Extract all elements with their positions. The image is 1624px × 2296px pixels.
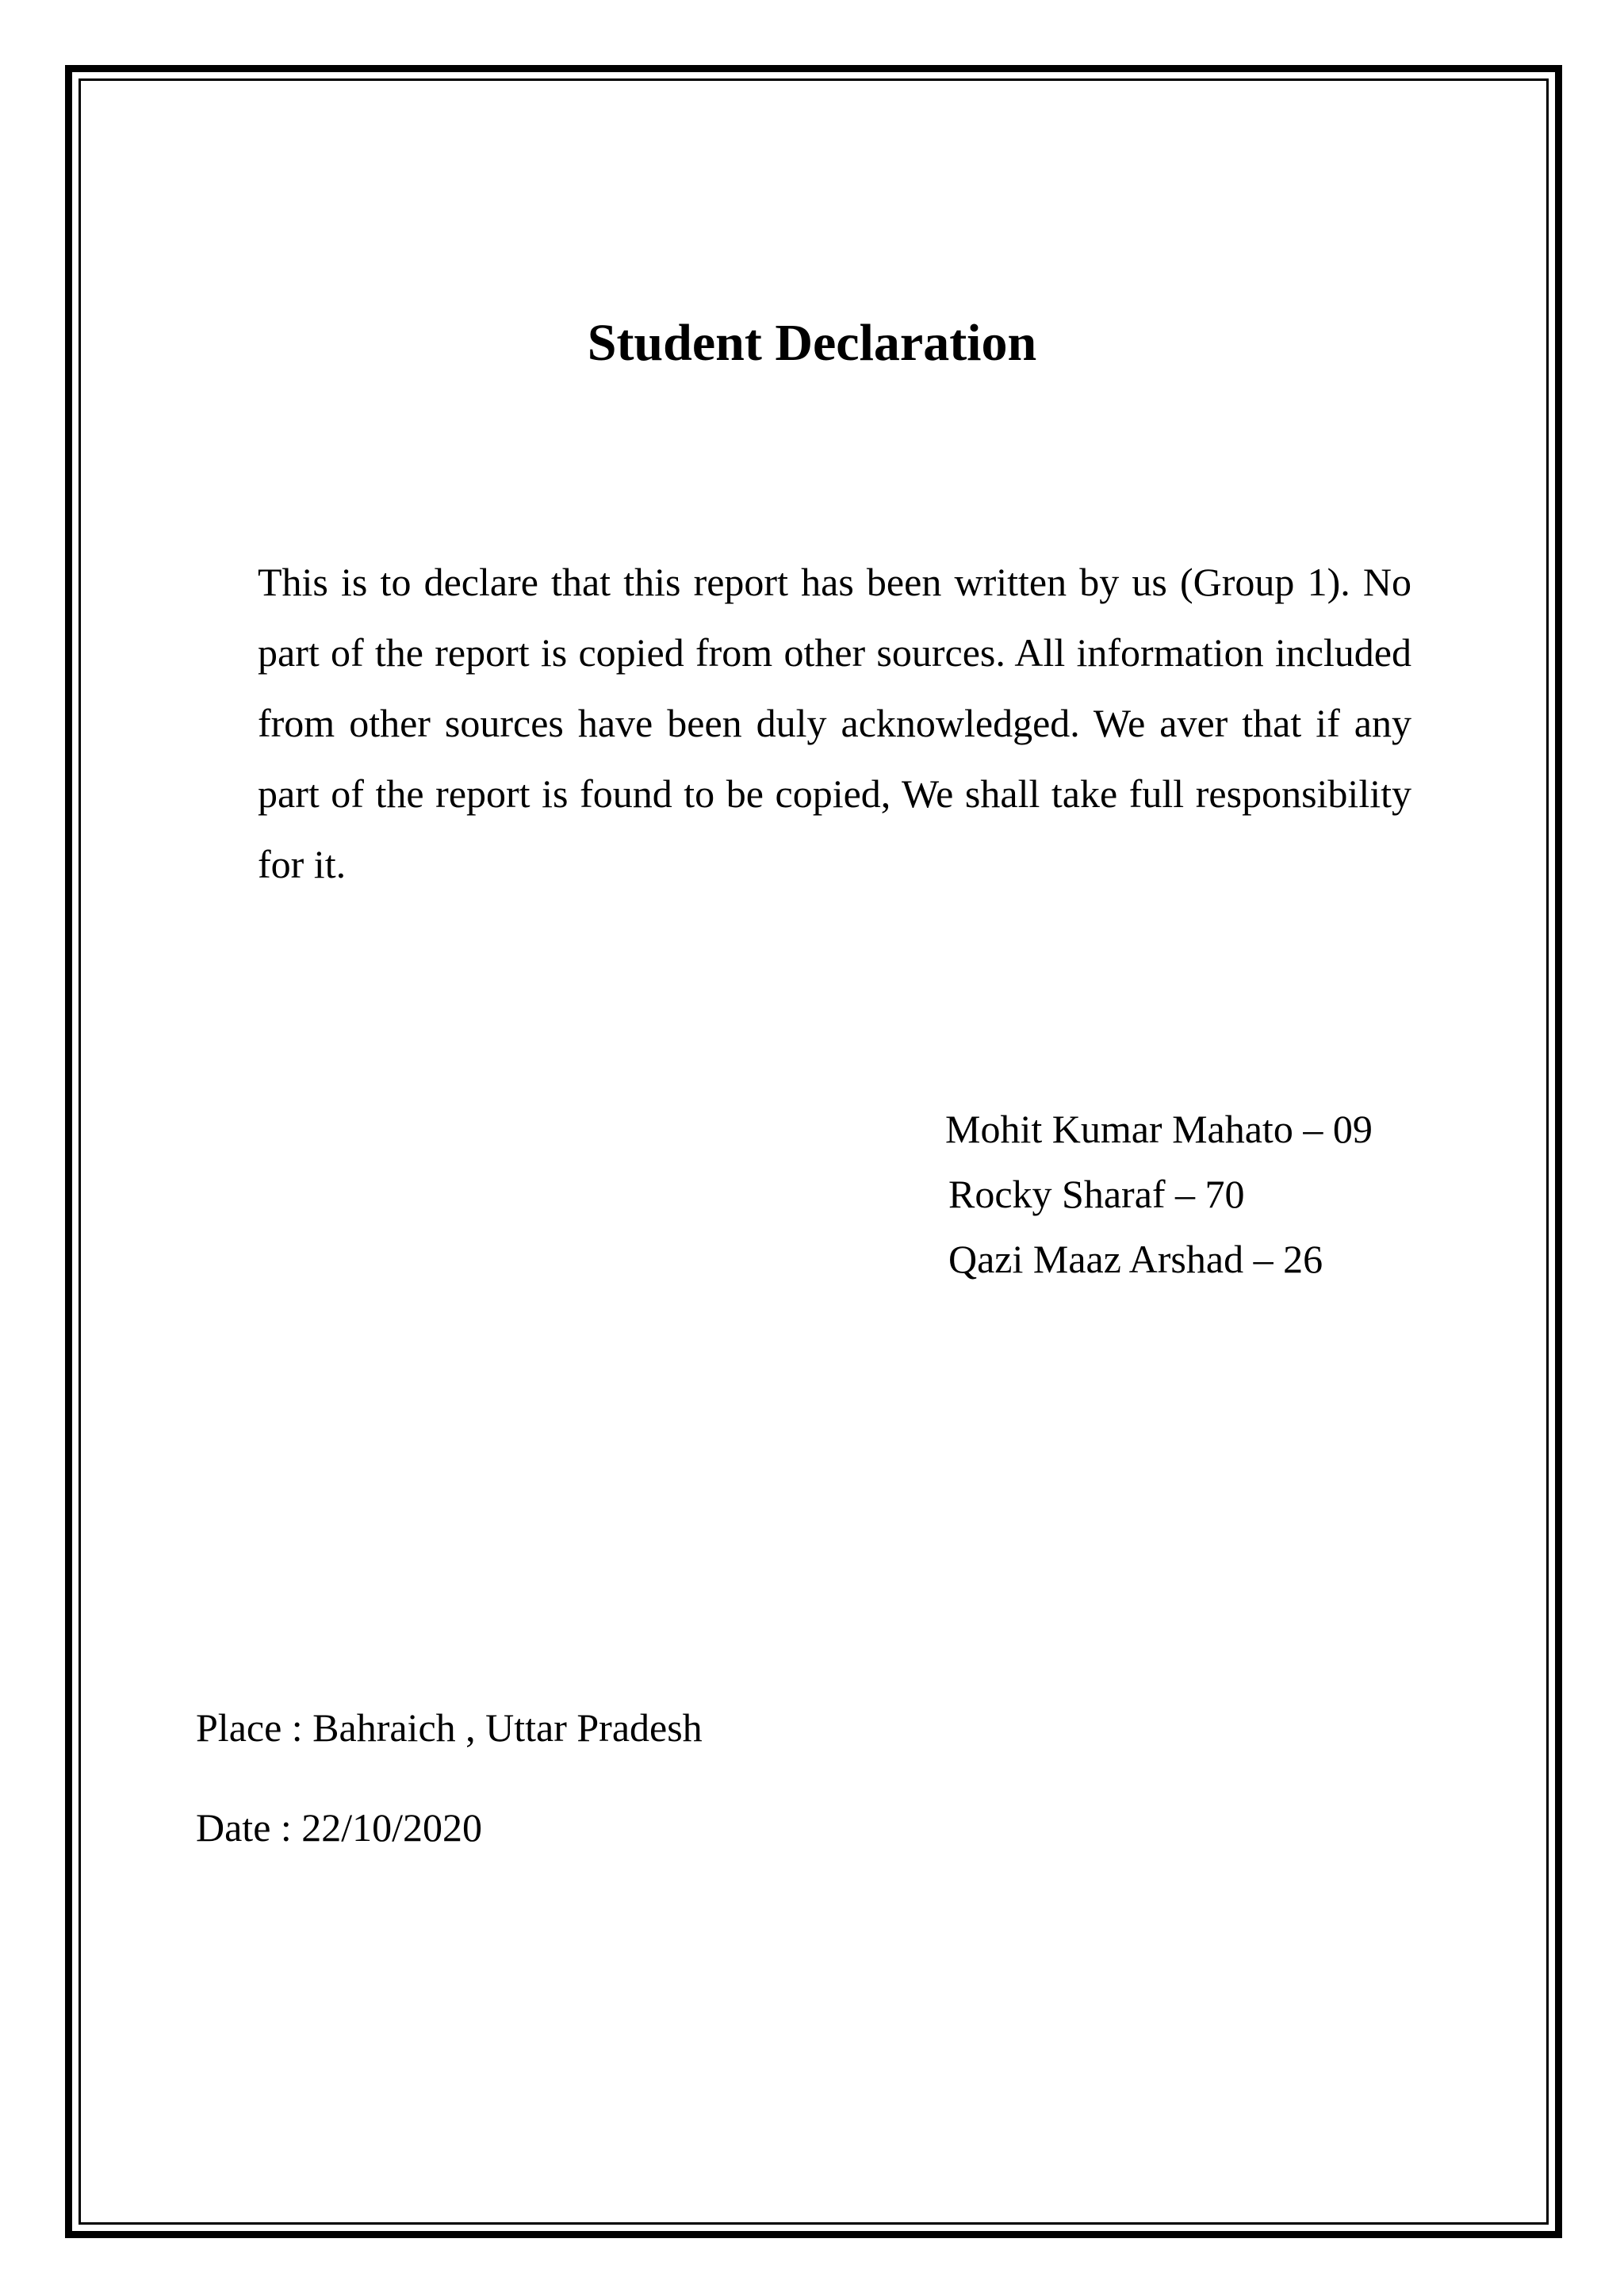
declaration-paragraph: This is to declare that this report has been written by us (Group 1). No part of the report is copied from other sources. All information included from other sources have been duly acknowledged. We aver that if any part of the report is found to be copied, We shall take full responsibility for it. bbox=[258, 560, 1411, 886]
signatory-name: Qazi Maaz Arshad – 26 bbox=[948, 1237, 1323, 1281]
signatories-list bbox=[945, 1096, 1503, 1292]
signatory-name: Rocky Sharaf – 70 bbox=[948, 1172, 1245, 1216]
place-line: Place : Bahraich , Uttar Pradesh bbox=[196, 1705, 703, 1750]
signatory-name: Mohit Kumar Mahato – 09 bbox=[945, 1107, 1373, 1151]
date-line: Date : 22/10/2020 bbox=[196, 1805, 483, 1850]
page-title: Student Declaration bbox=[587, 314, 1037, 372]
